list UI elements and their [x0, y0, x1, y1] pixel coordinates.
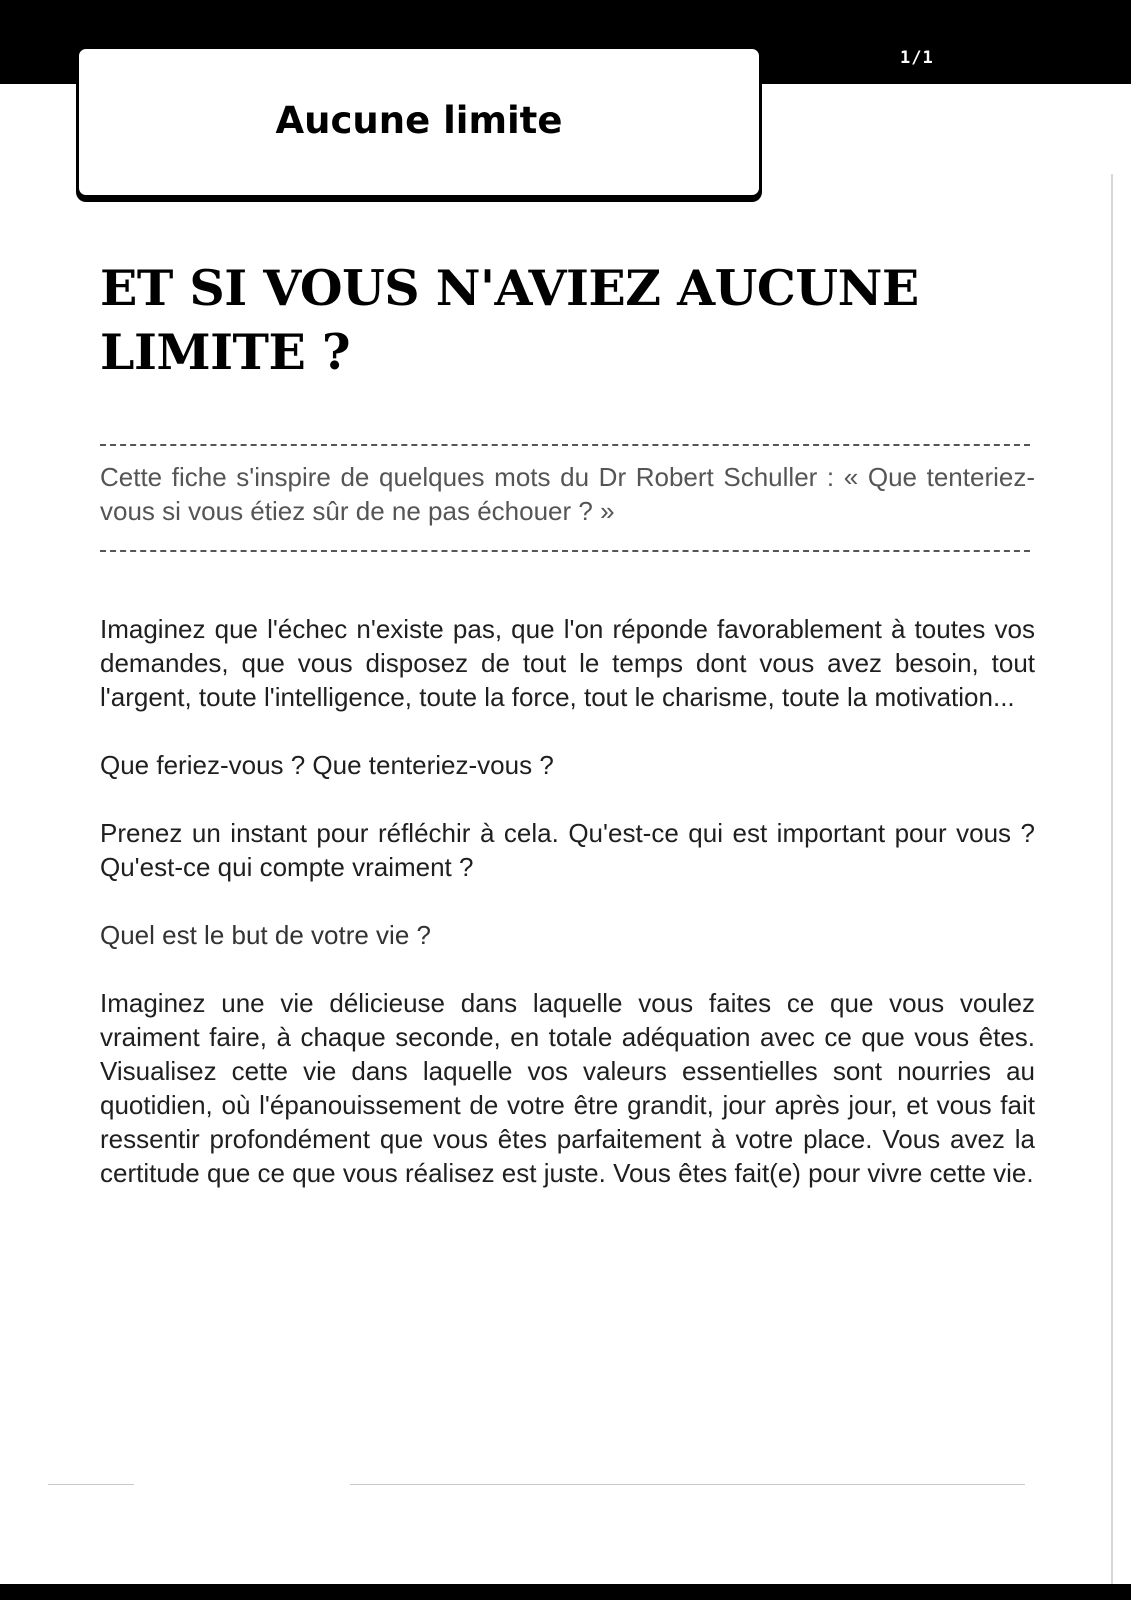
title-box	[76, 46, 762, 198]
title-box-label: Aucune limite	[275, 99, 563, 142]
main-heading: ET SI VOUS N'AVIEZ AUCUNE LIMITE ?	[100, 259, 919, 381]
paragraph-imagine: Imaginez que l'échec n'existe pas, que l'on réponde favorablement à toutes vos demandes, que vous disposez de tout le temps dont vous avez besoin, tout l'argent, toute l'intelligence, toute la force, tout le charisme, toute la motivation...	[100, 614, 1035, 712]
header-right-band	[1113, 0, 1131, 84]
divider-dashed-top	[100, 444, 1030, 446]
footer-rule-right	[350, 1484, 1025, 1485]
paragraph-visualize: Imaginez une vie délicieuse dans laquelle vous faites ce que vous voulez vraiment faire, à chaque seconde, en totale adéquation avec ce que vous êtes. Visualisez cette vie dans laquelle vos valeurs essentielles sont nourries au quotidien, où l'épanouissement de votre être grandit, jour après jour, et vous fait ressentir profondément que vous êtes parfaitement à votre place. Vous avez la certitude que ce que vous réalisez est juste. Vous êtes fait(e) pour vivre cette vie.	[100, 988, 1035, 1188]
footer-band	[0, 1584, 1131, 1600]
footer-rule-left	[48, 1484, 134, 1485]
paragraph-purpose: Quel est le but de votre vie ?	[100, 920, 431, 950]
paragraph-questions: Que feriez-vous ? Que tenteriez-vous ?	[100, 750, 554, 780]
paragraph-reflect: Prenez un instant pour réfléchir à cela. Qu'est-ce qui est important pour vous ? Qu'est-ce qui compte vraiment ?	[100, 818, 1035, 882]
divider-dashed-bottom	[100, 550, 1030, 552]
page-number: 1/1	[900, 48, 934, 68]
page-edge-line	[1111, 174, 1113, 1584]
intro-quote: Cette fiche s'inspire de quelques mots du Dr Robert Schuller : « Que tenteriez-vous si vous étiez sûr de ne pas échouer ? »	[100, 462, 1035, 526]
